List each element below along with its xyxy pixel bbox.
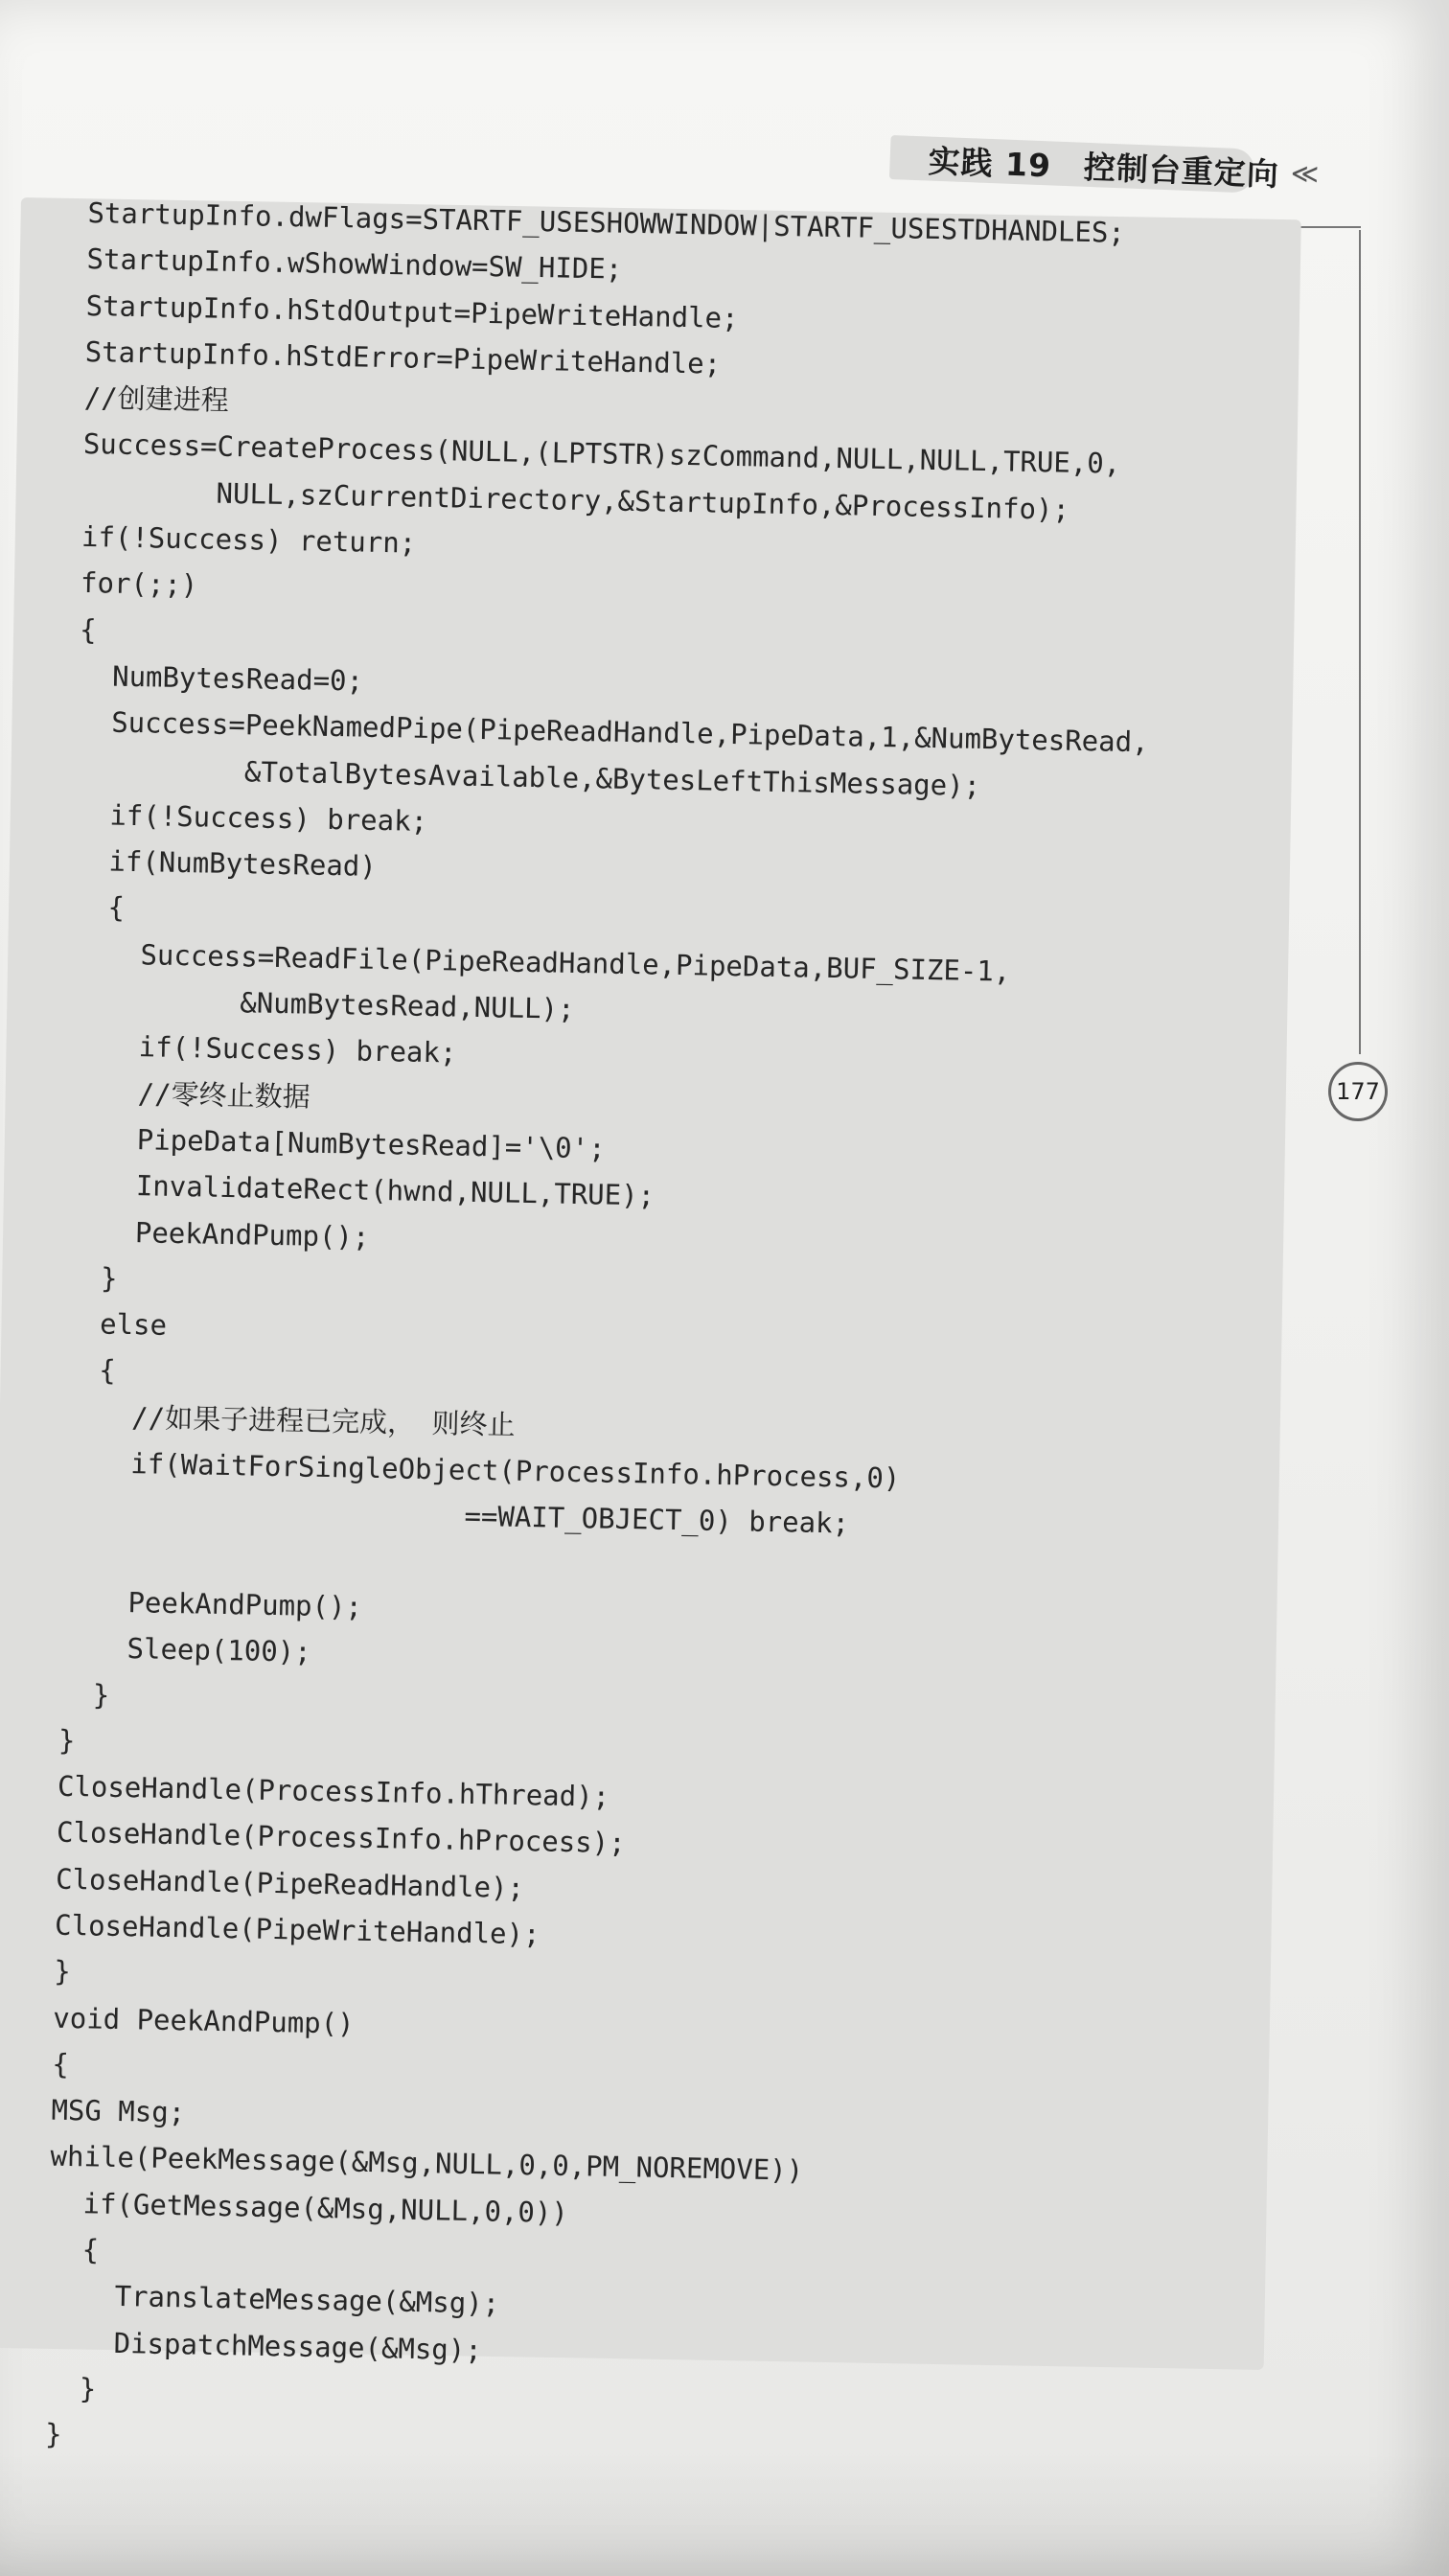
code-line: } [45,2371,97,2405]
code-line: DispatchMessage(&Msg); [46,2325,483,2366]
code-line: StartupInfo.dwFlags=STARTF_USESHOWWINDOW|STARTF_USESTDHANDLES; [87,196,1126,249]
code-line: NumBytesRead=0; [78,658,364,698]
code-comment: //创建进程 [83,381,230,418]
code-line: void PeekAndPump() [53,2001,355,2040]
code-line: MSG Msg; [51,2093,186,2129]
code-line: Success=PeekNamedPipe(PipeReadHandle,PipeData,1,&NumBytesRead, [78,705,1149,759]
code-line: TranslateMessage(&Msg); [47,2278,500,2321]
double-chevron-left-icon: ≪ [1290,156,1320,190]
code-line: if(!Success) break; [76,797,428,838]
code-line: Sleep(100); [59,1630,311,1668]
chapter-header-bar [889,135,1320,194]
code-line: } [66,1260,118,1295]
code-line: if(WaitForSingleObject(ProcessInfo.hProcess,0) [63,1445,901,1495]
code-line: ==WAIT_OBJECT_0) break; [62,1492,850,1540]
code-line: NULL,szCurrentDirectory,&StartupInfo,&ProcessInfo); [81,473,1070,526]
code-line: if(!Success) return; [80,520,417,560]
chapter-header [889,126,1320,202]
chapter-title: 实践 19 控制台重定向 [927,142,1280,194]
code-line: if(NumBytesRead) [75,844,378,884]
code-line: InvalidateRect(hwnd,NULL,TRUE); [68,1168,656,1212]
code-listing [45,190,1296,2480]
code-comment: //零终止数据 [70,1075,310,1114]
code-line: { [79,612,97,646]
code-line: &NumBytesRead,NULL); [72,982,575,1025]
code-line: if(!Success) break; [71,1029,457,1070]
code-line: StartupInfo.hStdOutput=PipeWriteHandle; [85,288,739,334]
page-bottom-shadow [0,2453,1449,2576]
code-line: } [58,1723,76,1757]
code-line: { [74,890,126,925]
code-line: CloseHandle(ProcessInfo.hThread); [57,1769,610,1813]
code-line: &TotalBytesAvailable,&BytesLeftThisMessage); [77,751,981,802]
code-line: PipeData[NumBytesRead]='\0'; [69,1121,606,1165]
code-line: else [65,1306,168,1342]
code-line: } [44,2417,62,2451]
code-line: while(PeekMessage(&Msg,NULL,0,0,PM_NOREMOVE)) [50,2140,804,2188]
code-comment: //如果子进程已完成， 则终止 [64,1399,516,1441]
code-line: if(GetMessage(&Msg,NULL,0,0)) [49,2186,569,2229]
page-number: 177 [1328,1062,1388,1121]
code-line: StartupInfo.wShowWindow=SW_HIDE; [86,242,623,287]
code-line: CloseHandle(ProcessInfo.hProcess); [56,1816,626,1860]
code-line: } [53,1954,72,1989]
margin-rule [1359,230,1361,1054]
code-line: PeekAndPump(); [60,1584,363,1623]
code-line: for(;;) [80,566,198,602]
code-line: { [48,2232,100,2266]
code-line: Success=CreateProcess(NULL,(LPTSTR)szCommand,NULL,NULL,TRUE,0, [82,427,1121,481]
code-line: } [58,1677,110,1712]
code-line: CloseHandle(PipeWriteHandle); [54,1908,540,1951]
code-line: { [52,2047,70,2081]
code-line: Success=ReadFile(PipeReadHandle,PipeData,BUF_SIZE-1, [73,936,1011,988]
code-line: StartupInfo.hStdError=PipeWriteHandle; [84,334,722,380]
code-line: CloseHandle(PipeReadHandle); [55,1862,525,1904]
code-line: { [65,1353,117,1388]
code-line: PeekAndPump(); [67,1214,370,1254]
